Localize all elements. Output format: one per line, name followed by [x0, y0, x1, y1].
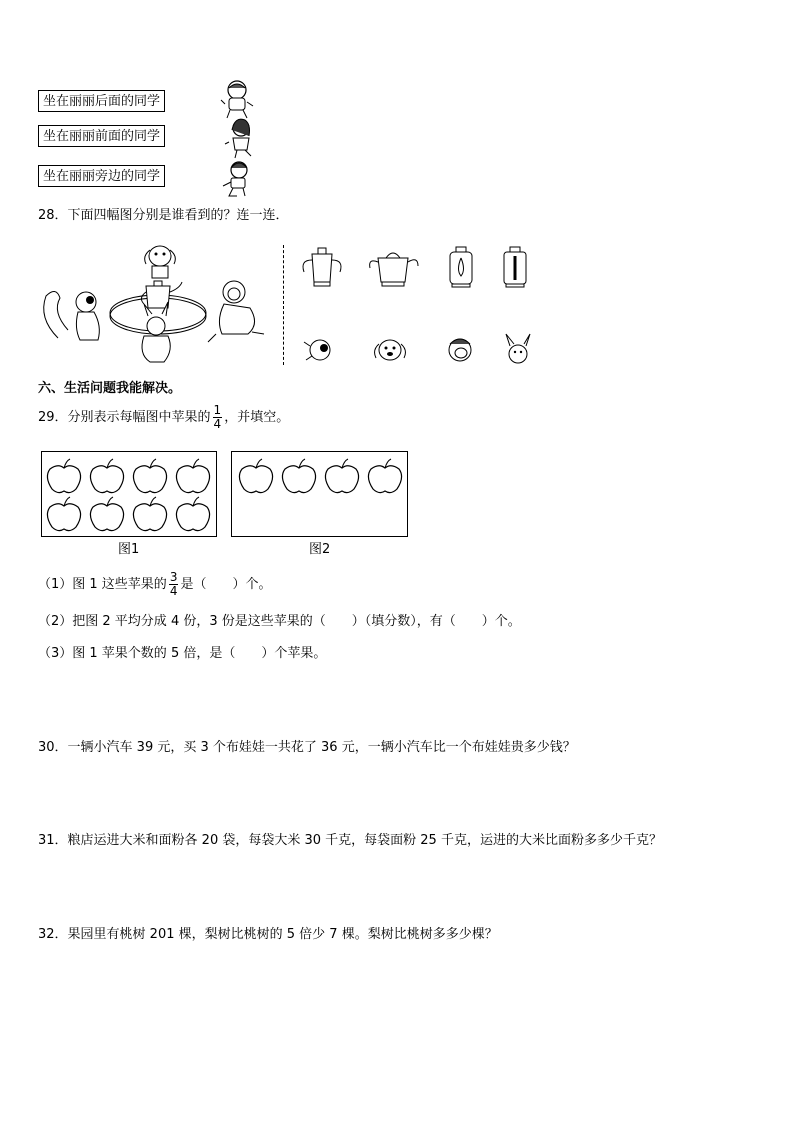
- apple-icon: [176, 459, 209, 493]
- dog-head-icon: [375, 340, 406, 360]
- dog-icon: [145, 246, 176, 278]
- animal-heads-row: [300, 332, 540, 368]
- apple-icon: [325, 459, 358, 493]
- q30-text: 30．一辆小汽车 39 元，买 3 个布娃娃一共花了 36 元，一辆小汽车比一个布娃娃贵多少钱？: [38, 740, 576, 755]
- boy-back-icon: [221, 81, 253, 118]
- teapot-view-1: [303, 248, 341, 286]
- fraction-denominator: 4: [169, 584, 178, 598]
- teapot-views: [296, 244, 536, 294]
- apple-icon: [282, 459, 315, 493]
- apple-icon: [368, 459, 401, 493]
- q28-prompt: 28．下面四幅图分别是谁看到的？连一连．: [38, 208, 289, 223]
- apple-icon: [90, 459, 123, 493]
- rabbit-head-icon: [506, 334, 530, 363]
- fraction-numerator: 1: [213, 403, 222, 417]
- q29-prompt-text: 29．分别表示每幅图中苹果的: [38, 409, 211, 425]
- monkey-icon: [208, 281, 264, 342]
- q29-prompt-suffix: ，并填空。: [224, 409, 290, 425]
- q31-text: 31．粮店运进大米和面粉各 20 袋，每袋大米 30 千克，每袋面粉 25 千克，运进的大米比面粉多多少千克？: [38, 833, 662, 848]
- figure-2-caption: 图2: [309, 542, 331, 557]
- fraction-numerator: 3: [169, 570, 178, 584]
- apple-icon: [133, 497, 166, 531]
- q29-prompt: [38, 404, 289, 431]
- q29-sub1-suffix: 是（ ）个。: [180, 576, 272, 592]
- teapot-view-3: [450, 247, 472, 287]
- option-box-beside[interactable]: 坐在丽丽旁边的同学: [38, 165, 165, 187]
- teapot-view-4: [504, 247, 526, 287]
- apple-icon: [239, 459, 272, 493]
- children-illustration: [215, 78, 260, 200]
- apple-icon: [47, 459, 80, 493]
- apple-icon: [47, 497, 80, 531]
- q29-sub1: [38, 571, 271, 598]
- q29-sub2: （2）把图 2 平均分成 4 份，3 份是这些苹果的（ ）（填分数），有（ ）个。: [38, 614, 521, 629]
- fraction-three-quarters: [169, 571, 179, 598]
- apple-icon: [133, 459, 166, 493]
- dashed-divider: [283, 245, 284, 365]
- boy-front-icon: [223, 162, 247, 196]
- apple-icon: [90, 497, 123, 531]
- figure-2-apples: [232, 452, 409, 538]
- apple-icon: [176, 497, 209, 531]
- q29-sub1-text: （1）图 1 这些苹果的: [38, 576, 167, 592]
- section-title: 六、生活问题我能解决。: [38, 381, 182, 396]
- option-box-behind[interactable]: 坐在丽丽后面的同学: [38, 90, 165, 112]
- q32-text: 32．果园里有桃树 201 棵，梨树比桃树的 5 倍少 7 棵。梨树比桃树多多少棵？: [38, 927, 498, 942]
- fraction-denominator: 4: [213, 417, 222, 431]
- option-box-front[interactable]: 坐在丽丽前面的同学: [38, 125, 165, 147]
- figure-1-caption: 图1: [118, 542, 140, 557]
- figure-2-box: [231, 451, 408, 537]
- girl-icon: [225, 119, 251, 158]
- squirrel-icon: [44, 291, 100, 340]
- figure-1-box: [41, 451, 217, 537]
- fraction-one-quarter: [213, 404, 223, 431]
- figure-1-apples: [42, 452, 218, 538]
- teapot-view-2: [370, 253, 418, 286]
- bird-icon: [304, 340, 330, 360]
- q29-sub3: （3）图 1 苹果个数的 5 倍，是（ ）个苹果。: [38, 646, 327, 661]
- monkey-head-icon: [449, 339, 471, 361]
- animals-around-table-scene: [38, 238, 270, 368]
